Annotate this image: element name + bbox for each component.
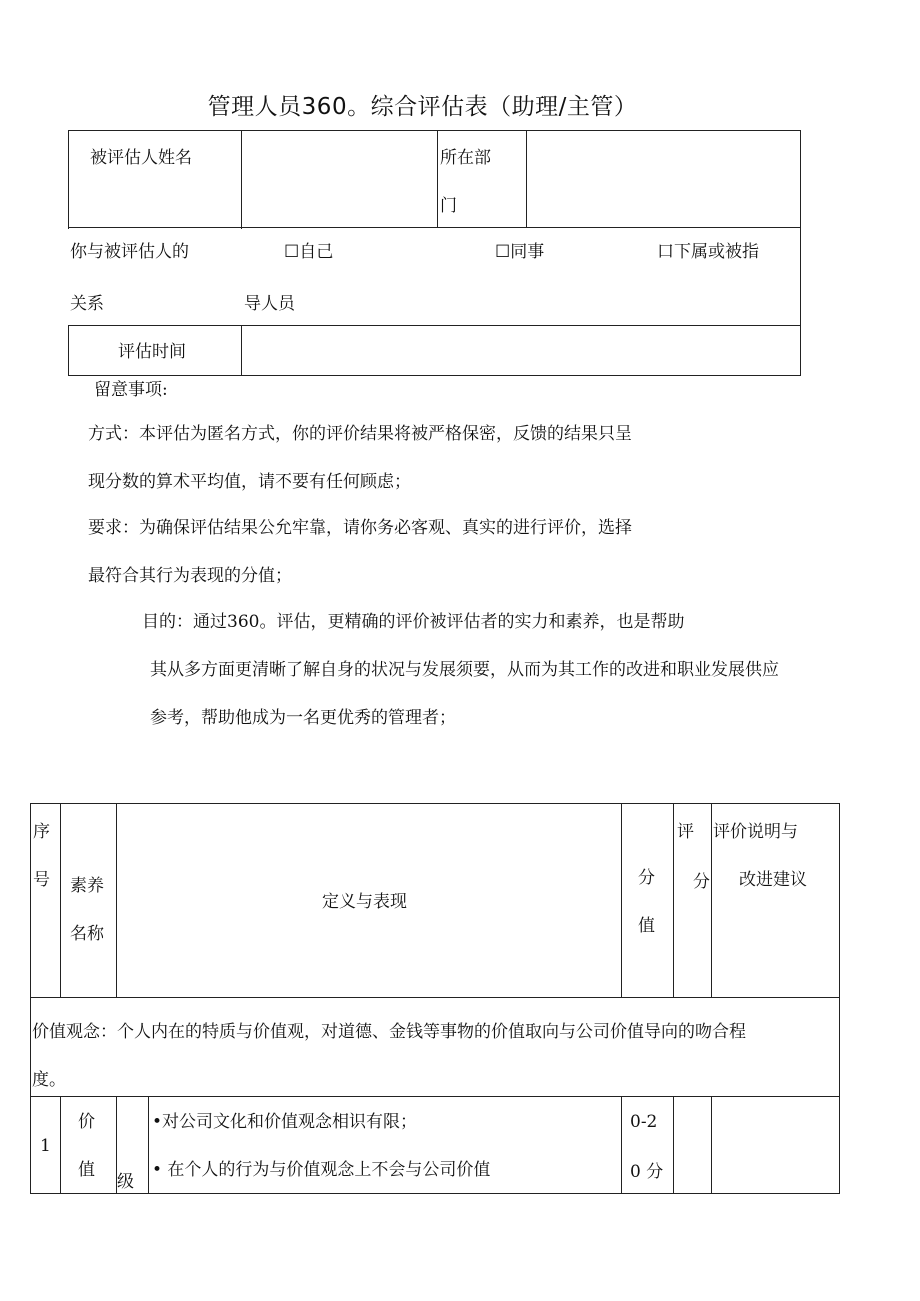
info-table-border: [68, 325, 69, 376]
col-header-points-line2: 值: [638, 916, 655, 936]
eval-table-border: [30, 1193, 840, 1194]
eval-table-border: [621, 803, 622, 998]
info-table-border: [437, 130, 438, 228]
time-field[interactable]: [244, 330, 796, 370]
option-colleague-label: 同事: [510, 242, 545, 262]
eval-table-border: [673, 803, 674, 998]
col-header-seq-line1: 序: [33, 822, 50, 842]
section-values-line1: 价值观念：个人内在的特质与价值观，对道德、金钱等事物的价值取向与公司价值导向的吻合程: [32, 1022, 746, 1042]
notes-purpose-line2: 其从多方面更清晰了解自身的状况与发展须要，从而为其工作的改进和职业发展供应: [150, 660, 779, 680]
option-colleague[interactable]: [495, 242, 544, 262]
relation-label-line1: 你与被评估人的: [70, 242, 189, 262]
notes-method-line1: 方式：本评估为匿名方式，你的评价结果将被严格保密，反馈的结果只呈: [88, 424, 632, 444]
eval-table-border: [30, 803, 31, 1194]
col-header-quality-line1: 素养: [70, 876, 104, 896]
eval-table-border: [711, 803, 712, 998]
eval-table-border: [673, 1096, 674, 1194]
option-self-label: 自己: [299, 242, 334, 262]
eval-table-border: [60, 1096, 61, 1194]
relation-label-line2: 关系: [70, 294, 104, 314]
row-item-line2: • 在个人的行为与价值观念上不会与公司价值: [152, 1160, 491, 1180]
option-subordinate-label: 下属或被指: [674, 242, 759, 262]
col-header-score-line1: 评: [677, 822, 694, 842]
col-header-comment-line2: 改进建议: [739, 870, 807, 890]
page-title: 管理人员360。综合评估表（助理/主管）: [207, 94, 638, 120]
col-header-quality-line2: 名称: [70, 924, 104, 944]
checkbox-icon[interactable]: 口: [657, 242, 674, 262]
notes-purpose-line1: 目的：通过360。评估，更精确的评价被评估者的实力和素养，也是帮助: [142, 612, 685, 632]
eval-table-border: [30, 1096, 840, 1097]
col-header-score-line2: 分: [693, 872, 710, 892]
option-self[interactable]: [284, 242, 333, 262]
row-item-line1: •对公司文化和价值观念相识有限；: [152, 1112, 418, 1132]
row-name-line1: 价: [78, 1112, 95, 1132]
checkbox-icon[interactable]: ☐: [495, 242, 511, 262]
notes-method-line2: 现分数的算术平均值，请不要有任何顾虑；: [88, 472, 411, 492]
eval-table-border: [30, 803, 840, 804]
notes-require-line1: 要求：为确保评估结果公允牢靠，请你务必客观、真实的进行评价，选择: [88, 518, 632, 538]
notes-purpose-line3: 参考，帮助他成为一名更优秀的管理者；: [150, 708, 456, 728]
info-table-border: [68, 130, 69, 229]
row-name-line2: 值: [78, 1160, 95, 1180]
eval-table-border: [30, 997, 840, 998]
notes-require-line2: 最符合其行为表现的分值；: [88, 566, 292, 586]
time-label: 评估时间: [118, 342, 186, 362]
info-table-border: [800, 130, 801, 376]
info-table-border: [68, 375, 801, 376]
row-range-line1: 0-2: [630, 1112, 658, 1132]
eval-table-border: [839, 803, 840, 1194]
info-table-border: [241, 130, 242, 229]
option-subordinate[interactable]: [657, 242, 759, 262]
checkbox-icon[interactable]: ☐: [284, 242, 300, 262]
dept-label-line2: 门: [440, 196, 457, 216]
info-table-border: [68, 130, 801, 131]
row-range-line2: 0 分: [630, 1162, 664, 1182]
notes-heading: 留意事项:: [94, 380, 168, 400]
option-subordinate-label-cont: 导人员: [244, 294, 295, 314]
row-seq: 1: [40, 1136, 51, 1156]
section-values-line2: 度。: [32, 1070, 66, 1090]
info-table-border: [526, 130, 527, 228]
row-level: 级: [117, 1172, 134, 1192]
col-header-points-line1: 分: [638, 868, 655, 888]
info-table-border: [68, 227, 801, 228]
col-header-seq-line2: 号: [33, 870, 50, 890]
eval-table-border: [621, 1096, 622, 1194]
col-header-definition: 定义与表现: [322, 892, 407, 912]
eval-table-border: [60, 803, 61, 998]
col-header-comment-line1: 评价说明与: [713, 822, 798, 842]
row-score-field[interactable]: [675, 1100, 709, 1190]
name-field[interactable]: [244, 148, 434, 222]
eval-table-border: [148, 1096, 149, 1194]
row-comment-field[interactable]: [714, 1100, 836, 1190]
info-table-border: [241, 325, 242, 376]
dept-field[interactable]: [530, 148, 795, 222]
eval-table-border: [116, 803, 117, 998]
info-table-border: [68, 325, 801, 326]
name-label: 被评估人姓名: [90, 148, 192, 168]
eval-table-border: [711, 1096, 712, 1194]
dept-label-line1: 所在部: [440, 148, 491, 168]
